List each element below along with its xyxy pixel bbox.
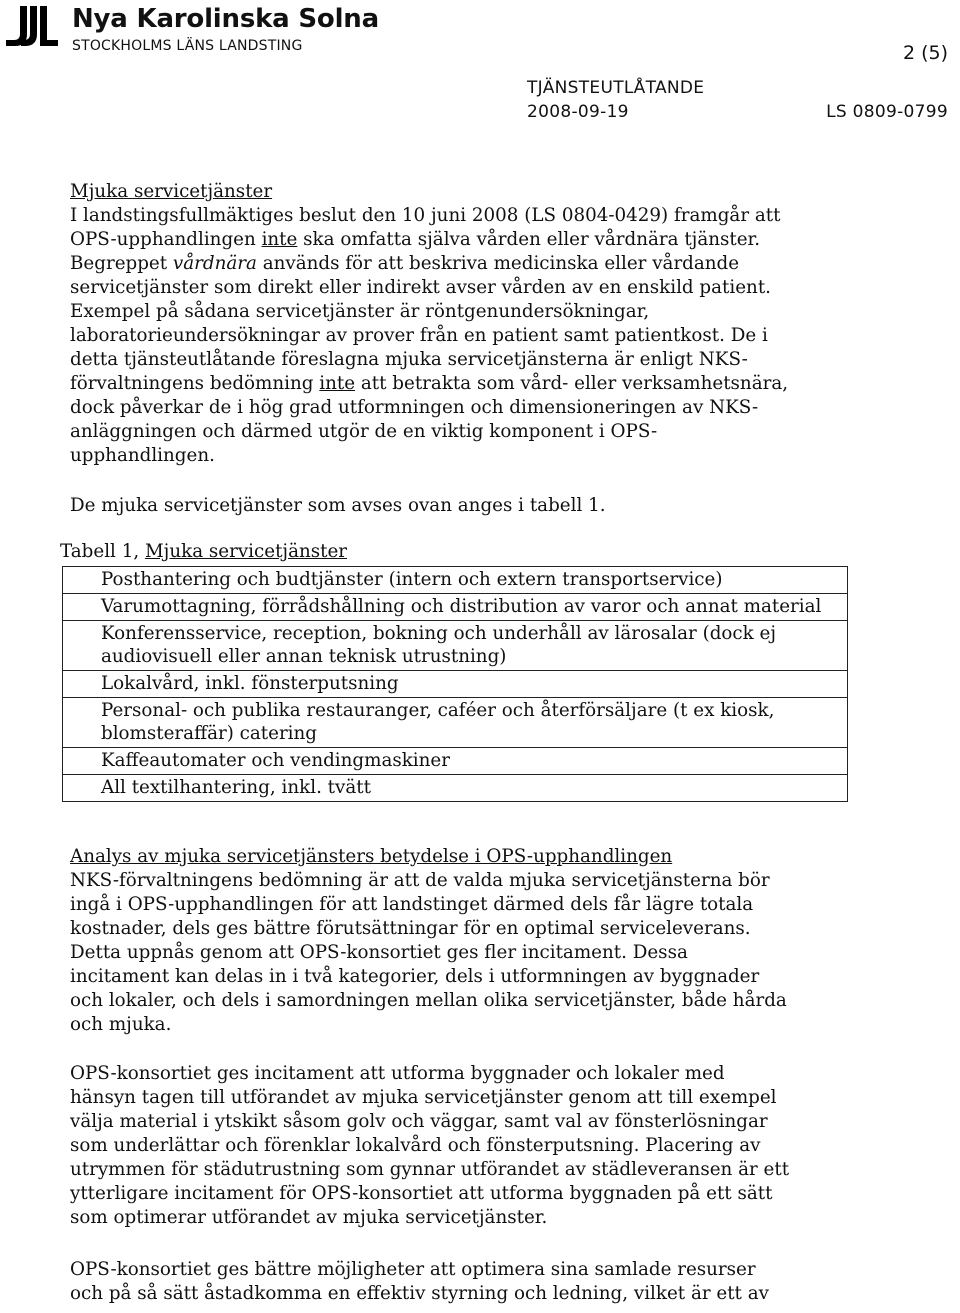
section-heading: Mjuka servicetjänster — [70, 181, 273, 202]
document-date: 2008-09-19 — [527, 102, 629, 122]
emphasis-inte: inte — [319, 373, 356, 394]
paragraph: OPS-konsortiet ges bättre möjligheter att optimera sina samlade resurser och på så sätt åstadkomma en effektiv styrning och ledning, vilket är ett av — [70, 1259, 769, 1304]
section-analys — [70, 845, 790, 1037]
section-mjuka-servicetjanster — [70, 180, 790, 468]
table-row: Varumottagning, förrådshållning och distribution av varor och annat material — [63, 594, 848, 621]
table-row: Posthantering och budtjänster (intern och extern transportservice) — [63, 567, 848, 594]
section-heading: Analys av mjuka servicetjänsters betydelse i OPS-upphandlingen — [70, 846, 673, 867]
org-name: Nya Karolinska Solna — [72, 4, 379, 34]
table-row: Lokalvård, inkl. fönsterputsning — [63, 671, 848, 698]
org-subtitle: STOCKHOLMS LÄNS LANDSTING — [72, 38, 303, 54]
sll-logo — [6, 4, 58, 50]
service-table — [62, 566, 848, 802]
document-type: TJÄNSTEUTLÅTANDE — [527, 78, 705, 98]
table-row: Konferensservice, reception, bokning och underhåll av lärosalar (dock ej audiovisuell eller annan teknisk utrustning) — [63, 621, 848, 671]
table-caption: Tabell 1, Mjuka servicetjänster — [60, 541, 348, 562]
table-row: Personal- och publika restauranger, caféer och återförsäljare (t ex kiosk, blomsteraffär) catering — [63, 698, 848, 748]
paragraph: De mjuka servicetjänster som avses ovan anges i tabell 1. — [70, 495, 606, 516]
document-reference: LS 0809-0799 — [826, 102, 948, 122]
table-row: Kaffeautomater och vendingmaskiner — [63, 748, 848, 775]
paragraph: OPS-konsortiet ges incitament att utforma byggnader och lokaler med hänsyn tagen till utförandet av mjuka servicetjänster genom att till exempel välja material i ytskikt såsom golv och väggar, samt val av fönsterlösningar som underlättar och förenklar lokalvård och fönsterputsning. Placering av utrymmen för städutrustning som gynnar utförandet av städleveransen är ett ytterligare incitament för OPS-konsortiet att utforma byggnaden på ett sätt som optimerar utförandet av mjuka servicetjänster. — [70, 1063, 790, 1228]
paragraph: I landstingsfullmäktiges beslut den 10 juni 2008 (LS 0804-0429) framgår att OPS-upphandlingen inte ska omfatta själva vården eller vårdnära tjänster. Begreppet vårdnära används för att beskriva medicinska eller vårdande servicetjänster som direkt eller indirekt avser vården av en enskild patient. Exempel på sådana servicetjänster är röntgenundersökningar, laboratorieundersökningar av prover från en patient samt patientkost. De i detta tjänsteutlåtande föreslagna mjuka servicetjänsterna är enligt NKS-förvaltningens bedömning inte att betrakta som vård- eller verksamhetsnära, dock påverkar de i hög grad utformningen och dimensioneringen av NKS-anläggningen och därmed utgör de en viktig komponent i OPS-upphandlingen. — [70, 205, 789, 466]
page-number: 2 (5) — [902, 42, 948, 64]
paragraph: NKS-förvaltningens bedömning är att de valda mjuka servicetjänsterna bör ingå i OPS-upphandlingen för att landstinget därmed dels får lägre totala kostnader, dels ges bättre förutsättningar för en optimal serviceleverans. Detta uppnås genom att OPS-konsortiet ges fler incitament. Dessa incitament kan delas in i två kategorier, dels i utformningen av byggnader och lokaler, och dels i samordningen mellan olika servicetjänster, både hårda och mjuka. — [70, 870, 787, 1035]
emphasis-inte: inte — [261, 229, 298, 250]
table-row: All textilhantering, inkl. tvätt — [63, 775, 848, 802]
term-vardnara: vårdnära — [172, 253, 257, 274]
